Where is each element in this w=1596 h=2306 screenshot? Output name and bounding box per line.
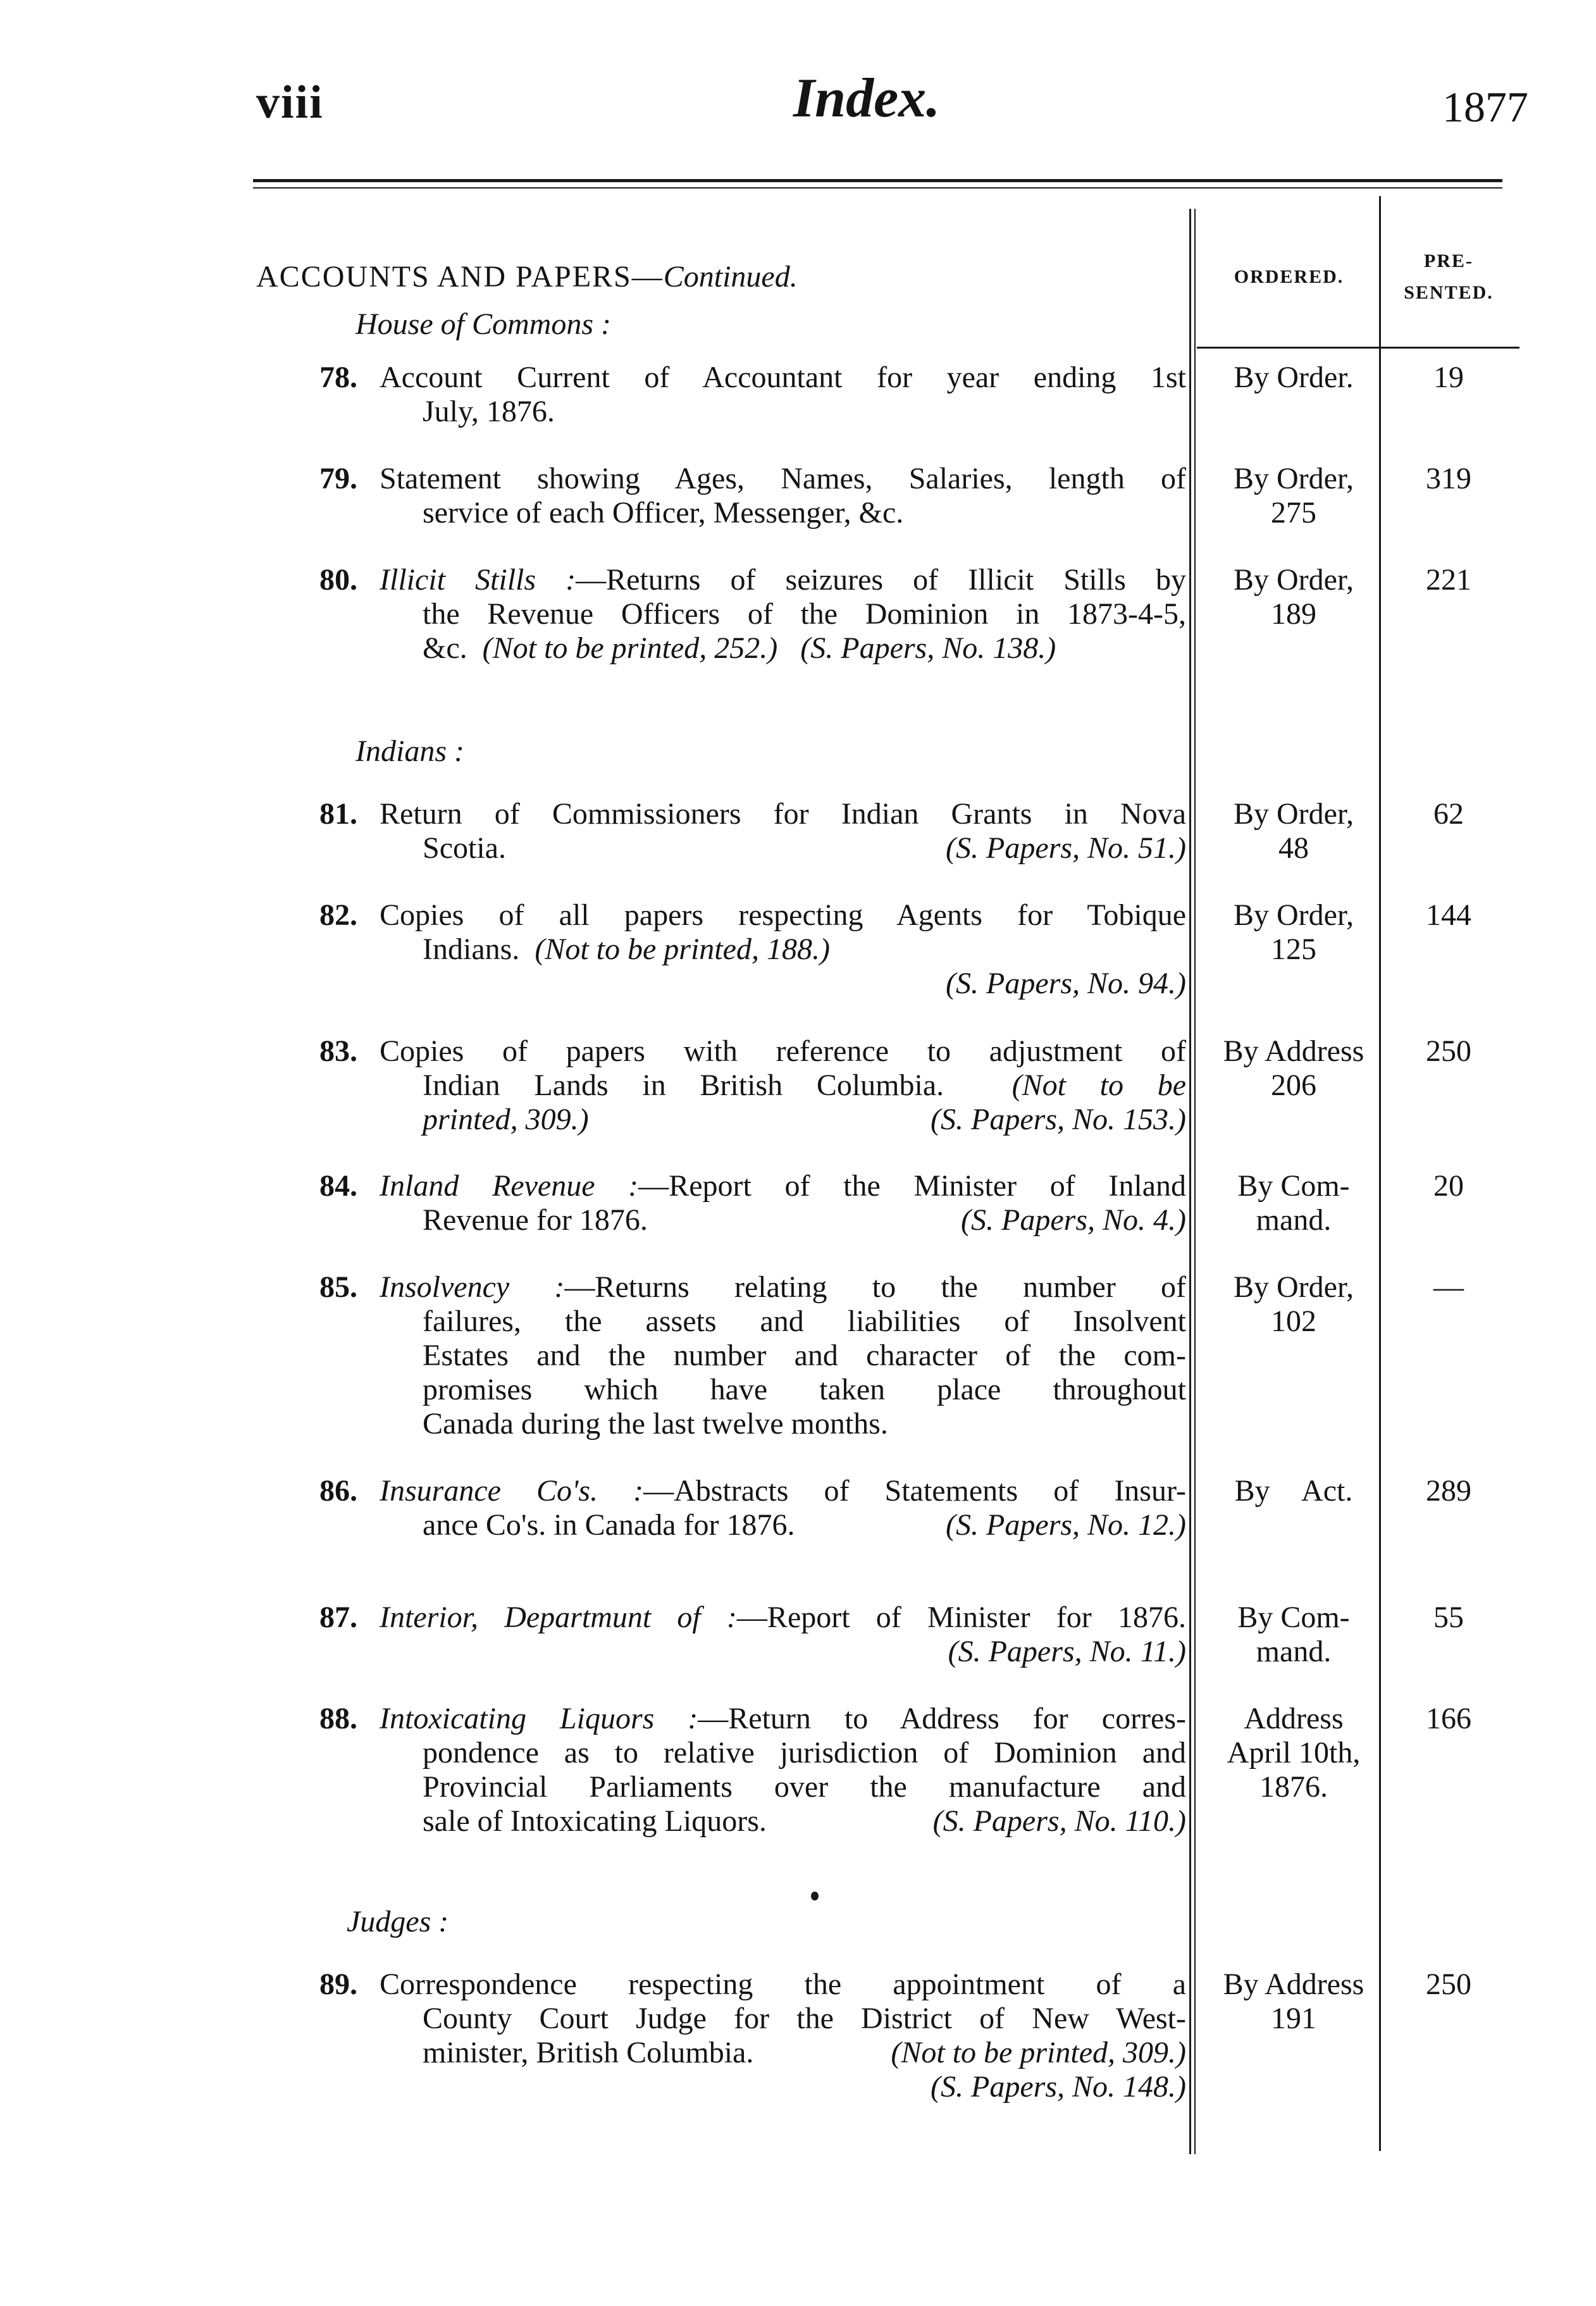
page-title: Index.	[793, 68, 941, 129]
entry-89: 89. Correspondence respecting the appointment of a County Court Judge for the District of New West- minister, British Columbia. (Not to be printed, 309.) (S. Papers, No. 148.)	[319, 1968, 1186, 2104]
ordered-89: By Address 191	[1223, 1968, 1364, 2035]
subhead-judges: Judges :	[347, 1905, 449, 1938]
entry-83: 83. Copies of papers with reference to adjustment of Indian Lands in British Columbia. (Not to be printed, 309.) (S. Papers, No. 153.)	[319, 1034, 1187, 1136]
presented-80: 221	[1426, 563, 1471, 597]
column-header-rule	[1197, 347, 1519, 349]
ordered-78: By Order.	[1234, 361, 1354, 394]
presented-78: 19	[1433, 361, 1464, 394]
ordered-86: By Act.	[1234, 1474, 1353, 1508]
entry-85: 85. Insolvency :—Returns relating to the number of failures, the assets and liabilities of Insolvent Estates and the number and character of the com- promises which have taken place throughout Canada during the last twelve months.	[319, 1270, 1186, 1441]
entry-87: 87. Interior, Departmunt of :—Report of Minister for 1876. (S. Papers, No. 11.)	[319, 1601, 1186, 1668]
presented-87: 55	[1433, 1601, 1464, 1634]
presented-column-header-1: PRE-	[1424, 251, 1473, 271]
ordered-81: By Order, 48	[1233, 797, 1354, 865]
subhead-house-of-commons: House of Commons :	[356, 307, 611, 341]
ordered-79: By Order, 275	[1233, 462, 1354, 530]
ordered-83: By Address 206	[1223, 1034, 1364, 1102]
presented-86: 289	[1426, 1474, 1471, 1508]
entry-82: 82. Copies of all papers respecting Agents for Tobique Indians. (Not to be printed, 188.) (S. Papers, No. 94.)	[319, 898, 1186, 1000]
presented-89: 250	[1426, 1968, 1471, 2001]
entry-84: 84. Inland Revenue :—Report of the Minister of Inland Revenue for 1876. (S. Papers, No. 4.)	[319, 1169, 1187, 1237]
section-title: ACCOUNTS AND PAPERS—Continued.	[256, 260, 798, 294]
presented-column-header-2: SENTED.	[1404, 282, 1494, 303]
header-rule-bottom	[253, 187, 1502, 189]
presented-79: 319	[1426, 462, 1471, 495]
presented-84: 20	[1433, 1169, 1464, 1203]
ordered-88: Address April 10th, 1876.	[1227, 1702, 1361, 1804]
presented-82: 144	[1426, 898, 1471, 932]
presented-83: 250	[1426, 1034, 1471, 1068]
entry-81: 81. Return of Commissioners for Indian Grants in Nova Scotia. (S. Papers, No. 51.)	[319, 797, 1186, 865]
entry-78: 78. Account Current of Accountant for year ending 1st July, 1876.	[319, 361, 1186, 428]
presented-85: —	[1433, 1270, 1464, 1304]
entry-88: 88. Intoxicating Liquors :—Return to Address for corres- pondence as to relative jurisdiction of Dominion and Provincial Parliaments over the manufacture and sale of Intoxicating Liquors. (S. Papers, No. 110.)	[319, 1702, 1187, 1838]
presented-81: 62	[1433, 797, 1464, 831]
ink-dot	[811, 1892, 819, 1900]
column-divider-text	[1189, 209, 1191, 2154]
entry-86: 86. Insurance Co's. :—Abstracts of Statements of Insur- ance Co's. in Canada for 1876. (S. Papers, No. 12.)	[319, 1474, 1186, 1542]
presented-88: 166	[1426, 1702, 1471, 1735]
ordered-column-header: ORDERED.	[1234, 266, 1344, 287]
subhead-indians: Indians :	[356, 735, 464, 768]
ordered-87: By Com- mand.	[1237, 1601, 1350, 1668]
entry-79: 79. Statement showing Ages, Names, Salaries, length of service of each Officer, Messenger, &c.	[319, 462, 1186, 530]
page-number: viii	[256, 77, 324, 128]
entry-80: 80. Illicit Stills :—Returns of seizures of Illicit Stills by the Revenue Officers of the Dominion in 1873-4-5, &c. (Not to be printed, 252.) (S. Papers, No. 138.)	[319, 563, 1186, 665]
page-year: 1877	[1442, 83, 1528, 131]
header-rule-top	[253, 179, 1502, 182]
ordered-82: By Order, 125	[1233, 898, 1354, 966]
column-divider-text-2	[1194, 209, 1196, 2154]
ordered-85: By Order, 102	[1233, 1270, 1354, 1338]
ordered-84: By Com- mand.	[1237, 1169, 1350, 1237]
ordered-80: By Order, 189	[1233, 563, 1354, 631]
